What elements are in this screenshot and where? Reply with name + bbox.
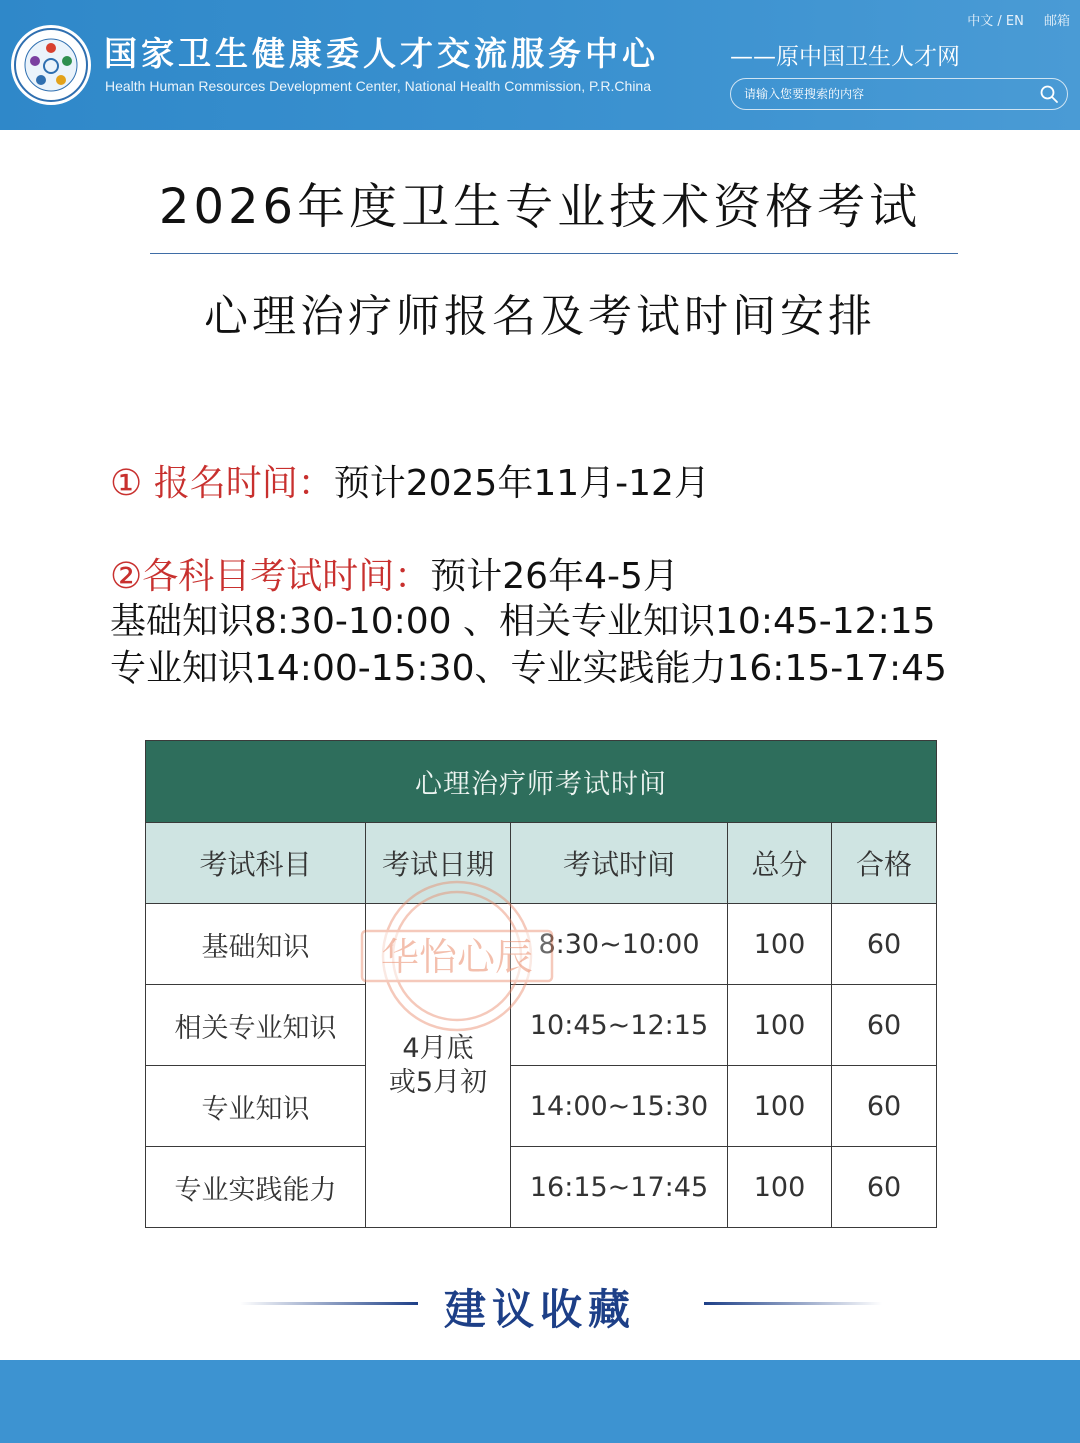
cell-pass: 60	[832, 904, 937, 985]
page-title: 2026年度卫生专业技术资格考试	[158, 179, 922, 235]
header-date: 考试日期	[366, 823, 511, 904]
cell-time: 8:30~10:00	[511, 904, 728, 985]
cell-date	[366, 904, 511, 1228]
cell-pass: 60	[832, 1147, 937, 1228]
table-header-row	[146, 823, 937, 904]
table-row	[146, 1147, 937, 1228]
footer-bar	[0, 1360, 1080, 1443]
table-row	[146, 985, 937, 1066]
header-subject: 考试科目	[146, 823, 366, 904]
table-row	[146, 1066, 937, 1147]
cell-subject: 专业实践能力	[146, 1147, 366, 1228]
cell-subject: 专业知识	[146, 1066, 366, 1147]
table-row	[146, 904, 937, 985]
former-site-name: ——原中国卫生人才网	[730, 44, 960, 70]
cell-total: 100	[728, 904, 832, 985]
cell-pass: 60	[832, 985, 937, 1066]
exam-schedule-table	[145, 740, 937, 1228]
header-pass: 合格	[832, 823, 937, 904]
cell-subject: 基础知识	[146, 904, 366, 985]
cell-time: 10:45~12:15	[511, 985, 728, 1066]
date-line-1: 4月底	[402, 1032, 474, 1064]
search-icon[interactable]	[1039, 84, 1059, 104]
org-name-en: Health Human Resources Development Center, National Health Commission, P.R.China	[105, 78, 651, 94]
cell-time: 16:15~17:45	[511, 1147, 728, 1228]
search-input[interactable]: 请输入您要搜索的内容	[744, 87, 865, 101]
registration-time-line	[110, 455, 710, 506]
cell-subject: 相关专业知识	[146, 985, 366, 1066]
exam-time-label: ②各科目考试时间：	[110, 556, 431, 597]
org-logo-icon[interactable]	[10, 24, 92, 106]
page-subtitle: 心理治疗师报名及考试时间安排	[204, 291, 876, 342]
org-name-cn[interactable]: 国家卫生健康委人才交流服务中心	[104, 34, 659, 73]
cell-total: 100	[728, 985, 832, 1066]
language-switch-link[interactable]: 中文 / EN	[967, 14, 1024, 29]
site-header	[0, 0, 1080, 130]
registration-time-label: ① 报名时间：	[110, 463, 334, 504]
mailbox-link[interactable]: 邮箱	[1043, 14, 1070, 29]
exam-schedule-line-2: 专业知识14:00-15:30、专业实践能力16:15-17:45	[110, 648, 947, 689]
registration-time-value: 预计2025年11月-12月	[333, 463, 710, 504]
cell-total: 100	[728, 1066, 832, 1147]
header-time: 考试时间	[511, 823, 728, 904]
exam-time-value: 预计26年4-5月	[430, 556, 679, 597]
exam-schedule-line-1: 基础知识8:30-10:00 、相关专业知识10:45-12:15	[110, 601, 936, 642]
date-line-2: 或5月初	[388, 1066, 488, 1098]
save-reminder: 建议收藏	[443, 1285, 636, 1334]
cell-time: 14:00~15:30	[511, 1066, 728, 1147]
header-total: 总分	[728, 823, 832, 904]
search-box[interactable]	[730, 78, 1068, 110]
cell-total: 100	[728, 1147, 832, 1228]
cell-pass: 60	[832, 1066, 937, 1147]
footer-divider-right	[704, 1302, 882, 1305]
watermark-text: 华怡心辰	[380, 935, 534, 979]
exam-time-line	[110, 548, 679, 599]
table-caption: 心理治疗师考试时间	[146, 741, 937, 823]
top-links	[951, 10, 1070, 29]
title-divider	[150, 253, 958, 254]
